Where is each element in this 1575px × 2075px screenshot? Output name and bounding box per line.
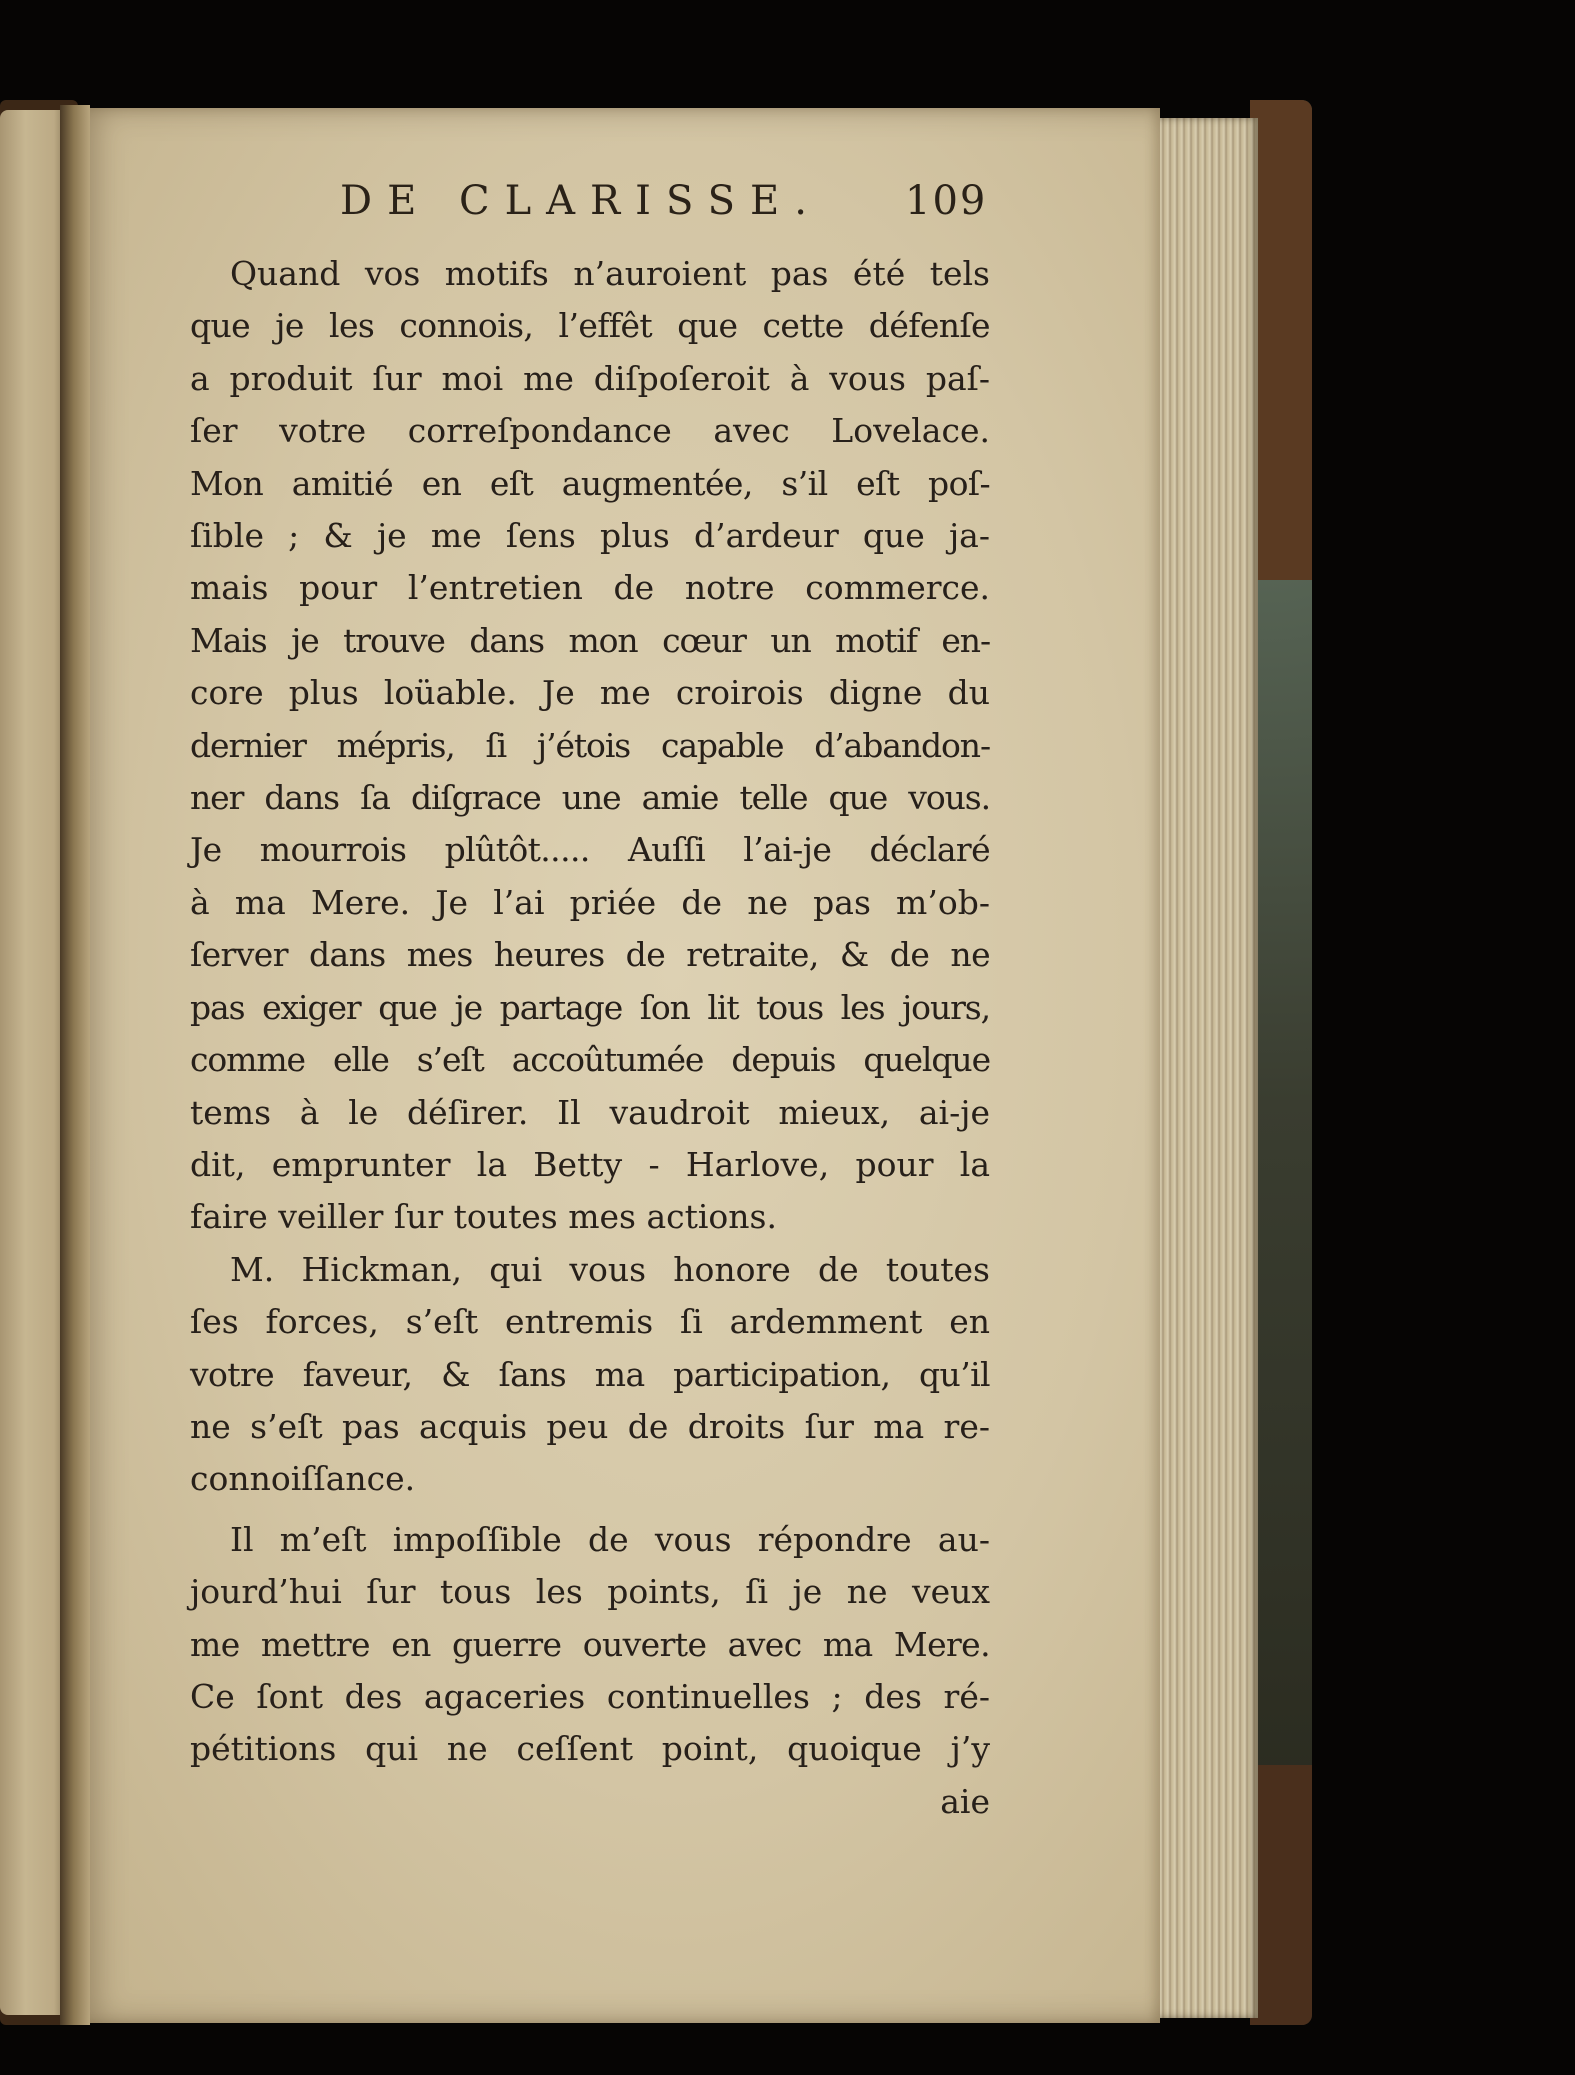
text-line: a produit ſur moi me diſpoſeroit à vous paſ- [190, 358, 990, 398]
text-line: M. Hickman, qui vous honore de toutes [230, 1249, 990, 1289]
text-line: pétitions qui ne ceſſent point, quoique j’y [190, 1729, 990, 1769]
text-line: Il m’eſt impoſſible de vous répondre au- [230, 1519, 990, 1559]
page-number: 109 [905, 178, 988, 224]
text-line: dernier mépris, ſi j’étois capable d’abandon- [190, 725, 990, 765]
text-line: ſes forces, s’eſt entremis ſi ardemment en [190, 1302, 990, 1342]
text-line: votre faveur, & ſans ma participation, qu’il [190, 1354, 990, 1394]
page-edges [1158, 118, 1258, 2018]
body-text [190, 248, 990, 1828]
text-line: dit, emprunter la Betty - Harlove, pour la [190, 1144, 990, 1184]
text-line: Mon amitié en eſt augmentée, s’il eſt poſ- [190, 463, 990, 503]
text-line: que je les connois, l’effêt que cette défenſe [190, 306, 990, 346]
text-line: connoiſſance. [190, 1459, 416, 1499]
text-line: ſer votre correſpondance avec Lovelace. [190, 411, 990, 451]
text-line: Quand vos motifs n’auroient pas été tels [230, 254, 990, 293]
text-line: core plus loüable. Je me croirois digne du [190, 673, 990, 713]
text-line: à ma Mere. Je l’ai priée de ne pas m’ob- [190, 882, 990, 922]
right-cover [1250, 100, 1312, 2025]
text-line: Mais je trouve dans mon cœur un motif en- [190, 620, 990, 660]
text-line: ſible ; & je me ſens plus d’ardeur que ja- [190, 516, 990, 556]
text-line: Ce ſont des agaceries continuelles ; des ré- [190, 1676, 990, 1716]
binding-gutter [60, 105, 90, 2025]
text-line: mais pour l’entretien de notre commerce. [190, 568, 990, 608]
text-line: ne s’eſt pas acquis peu de droits ſur ma re- [190, 1406, 990, 1446]
text-line: pas exiger que je partage ſon lit tous les jours, [190, 987, 990, 1027]
catchword: aie [940, 1781, 990, 1821]
text-line: ſerver dans mes heures de retraite, & de ne [190, 935, 990, 975]
text-line: faire veiller ſur toutes mes actions. [190, 1197, 777, 1237]
text-line: comme elle s’eſt accoûtumée depuis quelque [190, 1040, 990, 1080]
text-line: ner dans ſa diſgrace une amie telle que vous. [190, 778, 990, 818]
text-line: jourd’hui ſur tous les points, ſi je ne veux [190, 1572, 990, 1612]
text-line: me mettre en guerre ouverte avec ma Mere. [190, 1624, 990, 1664]
running-head: DE CLARISSE. [340, 178, 822, 224]
text-line: tems à le déſirer. Il vaudroit mieux, ai-je [190, 1092, 990, 1132]
text-line: Je mourrois plûtôt..... Auſſi l’ai-je déclaré [190, 830, 990, 870]
